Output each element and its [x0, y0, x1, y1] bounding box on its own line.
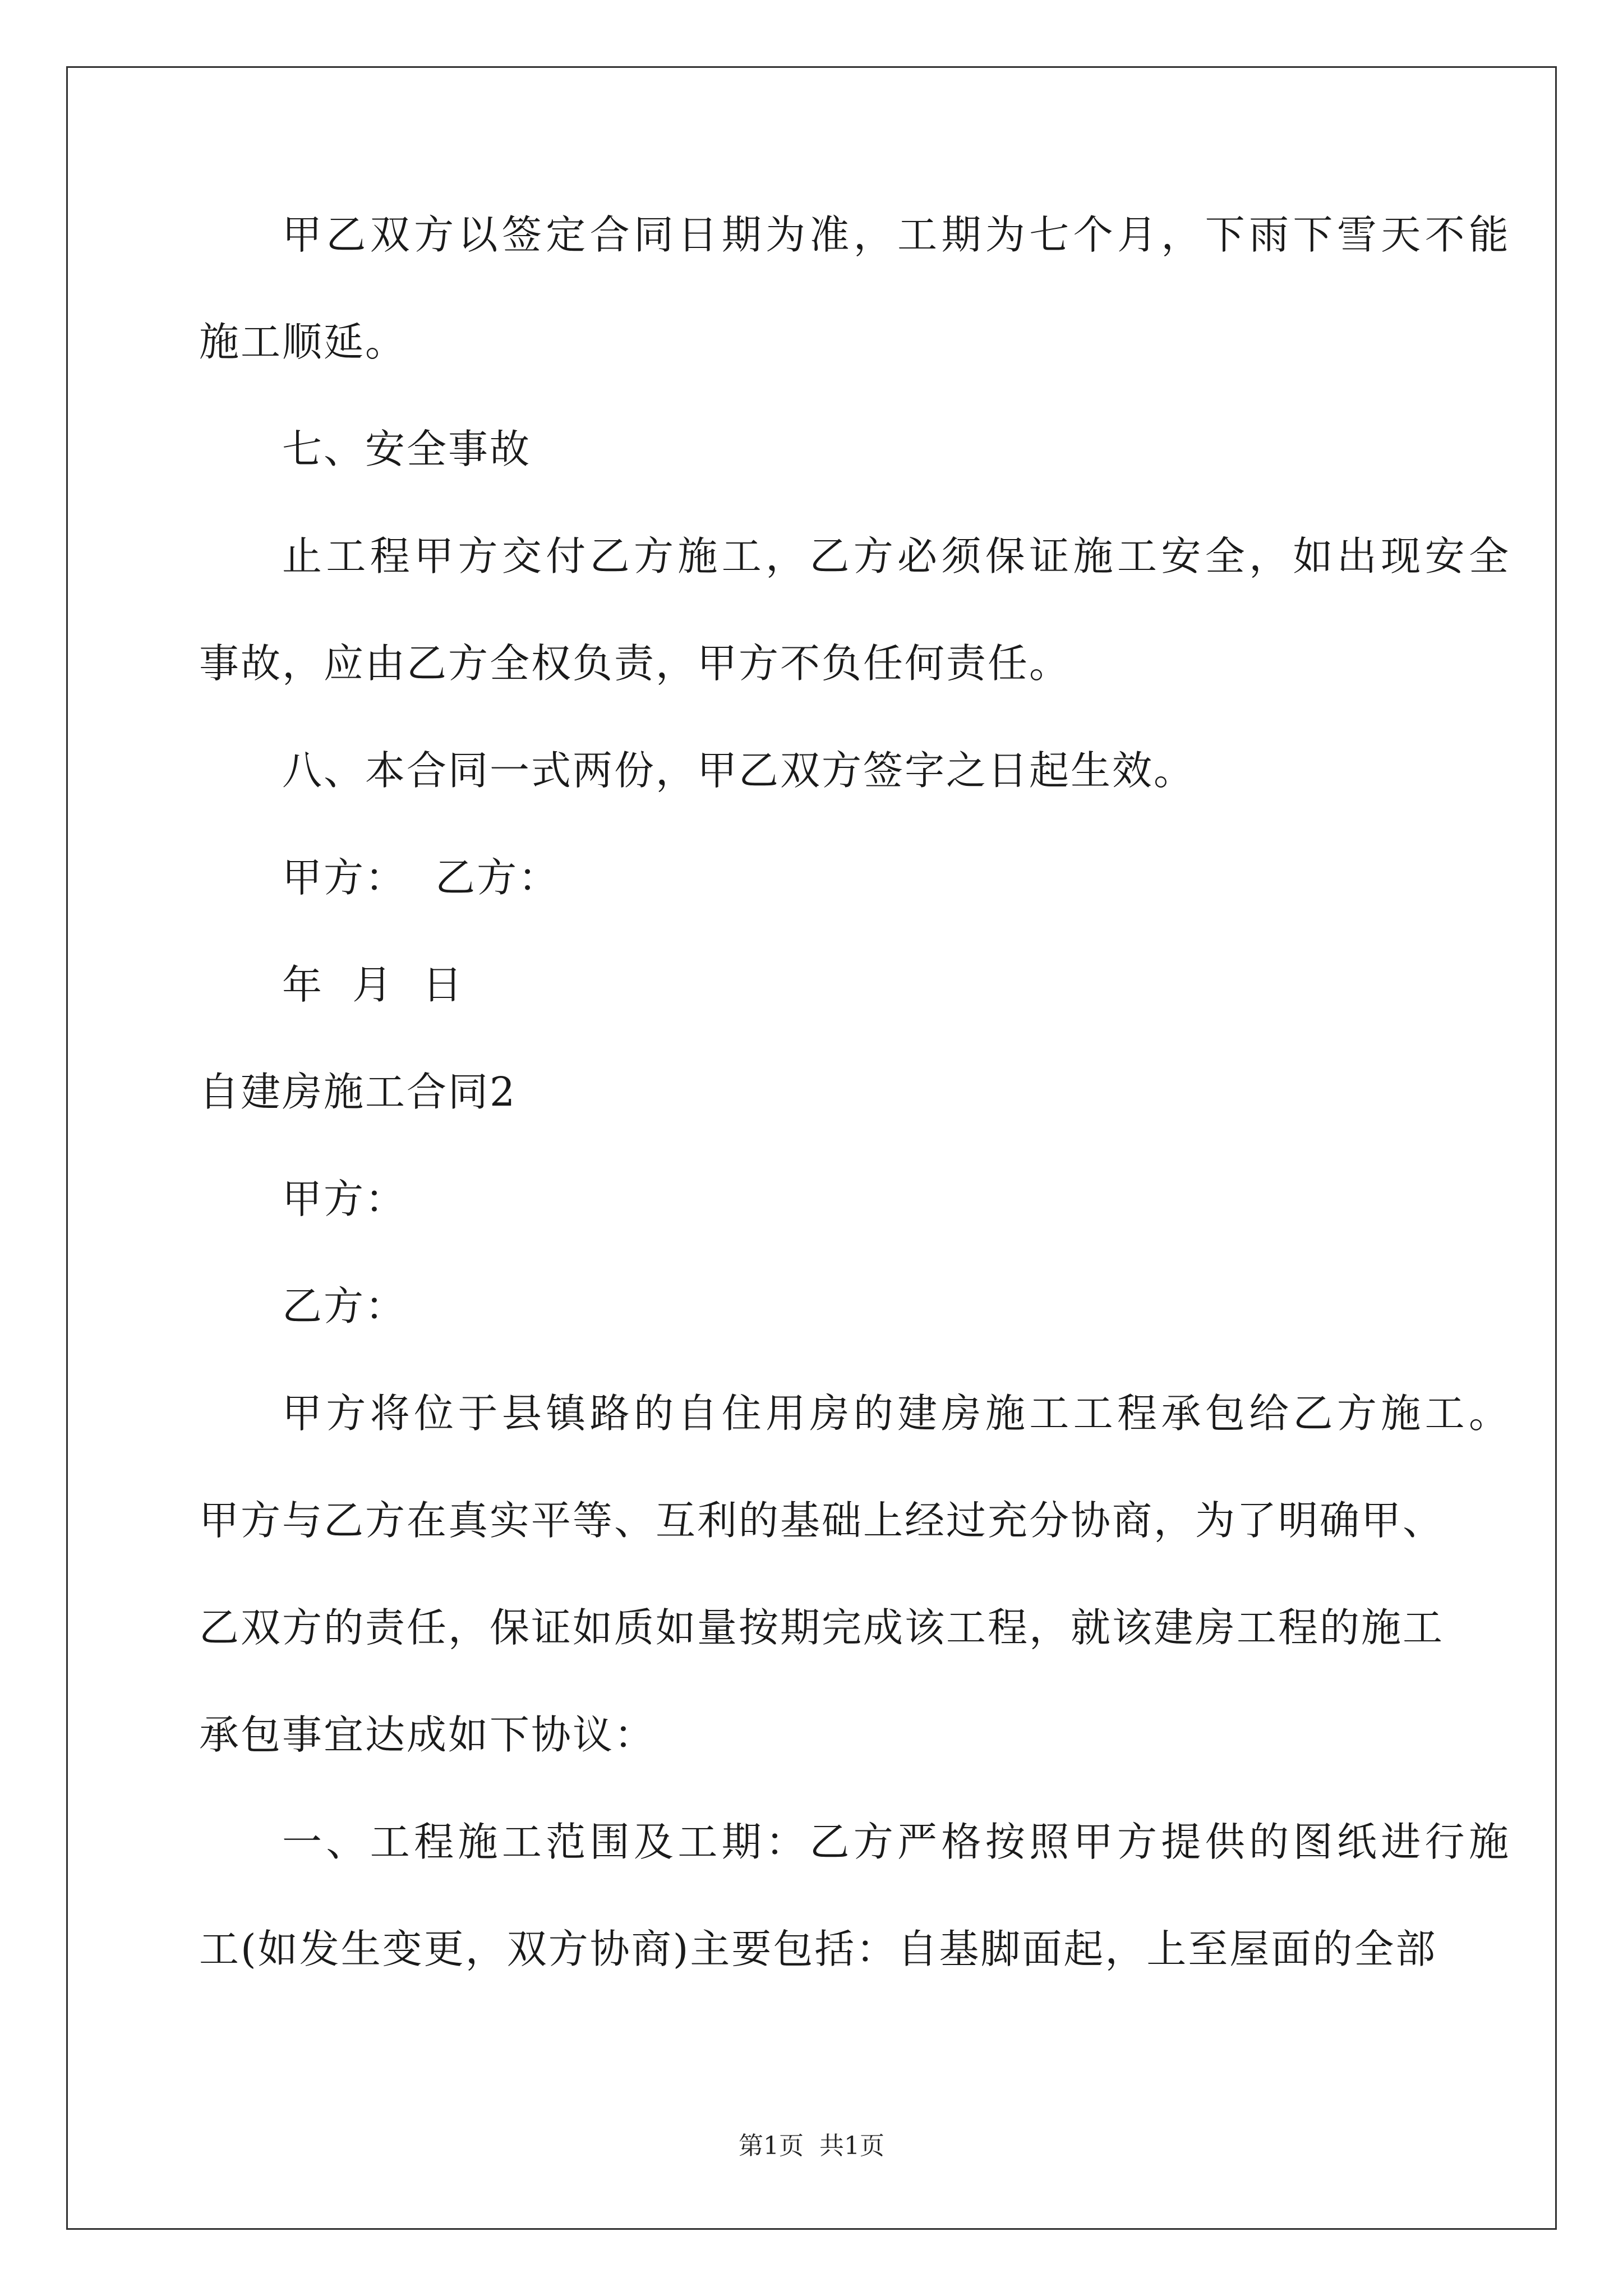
paragraph-line: 甲方将位于县镇路的自住用房的建房施工工程承包给乙方施工。	[282, 1390, 1510, 1437]
party-a-label: 甲方：	[282, 1176, 407, 1222]
party-b-label: 乙方：	[282, 1283, 407, 1329]
section-heading: 七、安全事故	[282, 426, 532, 472]
paragraph-line: 乙双方的责任，保证如质如量按期完成该工程，就该建房工程的施工	[199, 1604, 1445, 1651]
paragraph-line: 八、本合同一式两份，甲乙双方签字之日起生效。	[282, 747, 1196, 794]
page-footer	[0, 2134, 1623, 2159]
total-pages: 共1页	[819, 2132, 884, 2160]
paragraph-line: 止工程甲方交付乙方施工，乙方必须保证施工安全，如出现安全	[282, 533, 1510, 579]
paragraph-line: 一、工程施工范围及工期：乙方严格按照甲方提供的图纸进行施	[282, 1819, 1510, 1865]
paragraph-line: 工(如发生变更，双方协商)主要包括：自基脚面起，上至屋面的全部	[199, 1926, 1437, 1972]
paragraph-line: 甲乙双方以签定合同日期为准，工期为七个月，下雨下雪天不能	[282, 211, 1510, 258]
paragraph-line: 事故，应由乙方全权负责，甲方不负任何责任。	[199, 640, 1071, 687]
paragraph-line: 承包事宜达成如下协议：	[199, 1711, 656, 1758]
paragraph-line: 施工顺延。	[199, 319, 407, 365]
document-body	[199, 211, 1510, 2036]
contract-title: 自建房施工合同2	[199, 1069, 517, 1115]
paragraph-line: 甲方与乙方在真实平等、互利的基础上经过充分协商，为了明确甲、	[199, 1497, 1445, 1544]
page-number: 第1页	[739, 2132, 804, 2160]
signature-date: 年 月 日	[282, 961, 464, 1008]
signature-parties: 甲方： 乙方：	[282, 854, 560, 901]
